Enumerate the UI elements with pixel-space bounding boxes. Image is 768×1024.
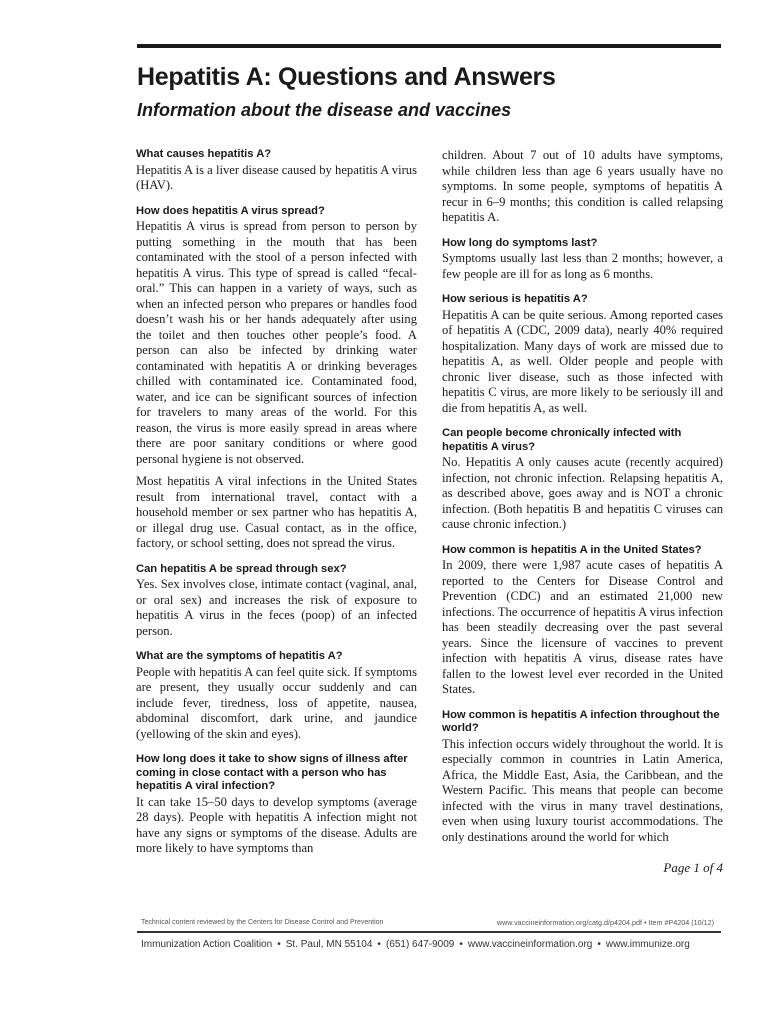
bullet-separator: • [459,939,463,950]
question-heading: Can people become chronically infected with hepatitis A virus? [442,427,682,453]
page-title: Hepatitis A: Questions and Answers [137,63,556,91]
answer-paragraph: No. Hepatitis A only causes acute (recently acquired) infection, not chronic infection. Relapsing hepatitis A, as described above, goes away and is NOT a chronic infection. (Both hepatitis B and hepatitis C viruses can cause chronic infection.) [442,455,723,531]
bullet-separator: • [277,939,281,950]
answer-paragraph: In 2009, there were 1,987 acute cases of hepatitis A reported to the Centers for Disease Control and Prevention (CDC) and an estimated 21,000 new infections. The occurrence of hepatitis A virus infection has been steadily decreasing over the past several years. Since the licensure of vaccines to prevent infection with hepatitis A virus, disease rates have fallen to the lowest level ever recorded in the United States. [442,558,723,696]
question-heading: How serious is hepatitis A? [442,293,588,305]
answer-paragraph: Hepatitis A virus is spread from person to person by putting something in the mouth that has been contaminated with the stool of a person infected with hepatitis A virus. This type of spread is called “fecal-oral.” This can happen in a variety of ways, such as when an infected person who prepares or handles food doesn’t wash his or her hands adequately after using the toilet and then touches other people’s food. A person can also be infected by drinking water contaminated with hepatitis A or drinking beverages chilled with contaminated ice. Contaminated food, water, and ice can be significant sources of infection for travelers to many areas of the world. For this reason, the virus is more easily spread in areas where there are poor sanitary conditions or where good personal hygiene is not observed. [136,219,417,466]
answer-paragraph: People with hepatitis A can feel quite sick. If symptoms are present, they usually occur suddenly and can include fever, tiredness, loss of appetite, nausea, abdominal discomfort, dark urine, and jaundice (yellowing of the skin and eyes). [136,664,417,741]
right-column [442,148,723,856]
bullet-separator: • [597,939,601,950]
question-heading: How long do symptoms last? [442,236,598,249]
answer-paragraph: This infection occurs widely throughout the world. It is especially common in countries in Latin America, Africa, the Middle East, Asia, the Caribbean, and the Western Pacific. This means that people can become infected with the virus in many travel destinations, even when using luxury tourist accommodations. The only destinations around the world for which [442,736,723,844]
answer-paragraph: Most hepatitis A viral infections in the United States result from international travel, contact with a household member or sex partner who has hepatitis A, or illegal drug use. Casual contact, as in the office, factory, or school setting, does not spread the virus. [136,474,417,550]
question-heading: How common is hepatitis A infection throughout the world? [442,708,720,734]
answer-paragraph: Hepatitis A can be quite serious. Among reported cases of hepatitis A (CDC, 2009 data), nearly 40% required hospitalization. Many days of work are missed due to hepatitis A, as well. Older people and people with chronic liver disease, such as those infected with hepatitis C virus, are more likely to be seriously ill and die from hepatitis A, as well. [442,307,723,415]
question-heading: How common is hepatitis A in the United States? [442,543,702,556]
question-heading: What causes hepatitis A? [136,148,272,160]
left-column [136,148,417,868]
footer-org: Immunization Action Coalition [141,939,273,950]
answer-paragraph: children. About 7 out of 10 adults have symptoms, while children less than age 6 years usually have no symptoms. In some people, symptoms of hepatitis A recur in 6–9 months; this condition is called relapsing hepatitis A. [442,148,723,224]
item-reference: www.vaccineinformation.org/catg.d/p4204.pdf • Item #P4204 (10/12) [496,918,714,927]
bullet-separator: • [377,939,381,950]
question-heading: How does hepatitis A virus spread? [136,204,325,217]
footer-link-immunize[interactable]: www.immunize.org [605,939,690,950]
answer-paragraph: Yes. Sex involves close, intimate contact (vaginal, anal, or oral sex) and increases the risk of exposure to hepatitis A virus in the feces (poop) of an infected person. [136,577,417,638]
top-rule [137,44,721,48]
question-heading: What are the symptoms of hepatitis A? [136,650,343,662]
answer-paragraph: It can take 15–50 days to develop symptoms (average 28 days). People with hepatitis A infection might not have any signs or symptoms of the disease. Adults are more likely to have symptoms than [136,794,417,855]
question-heading: How long does it take to show signs of illness after coming in close contact with a person who has hepatitis A viral infection? [136,753,408,792]
answer-paragraph: Hepatitis A is a liver disease caused by hepatitis A virus (HAV). [136,162,417,192]
technical-review-note: Technical content reviewed by the Centers for Disease Control and Prevention [141,919,384,926]
footer-link-vaccineinformation[interactable]: www.vaccineinformation.org [467,939,593,950]
page-subtitle: Information about the disease and vaccines [137,100,512,120]
footer-phone: (651) 647-9009 [385,939,455,950]
answer-paragraph: Symptoms usually last less than 2 months; however, a few people are ill for as long as 6 months. [442,251,723,281]
footer [141,939,721,950]
question-heading: Can hepatitis A be spread through sex? [136,562,347,575]
footer-rule [137,931,721,933]
page-number: Page 1 of 4 [663,860,723,875]
footer-city: St. Paul, MN 55104 [285,939,373,950]
